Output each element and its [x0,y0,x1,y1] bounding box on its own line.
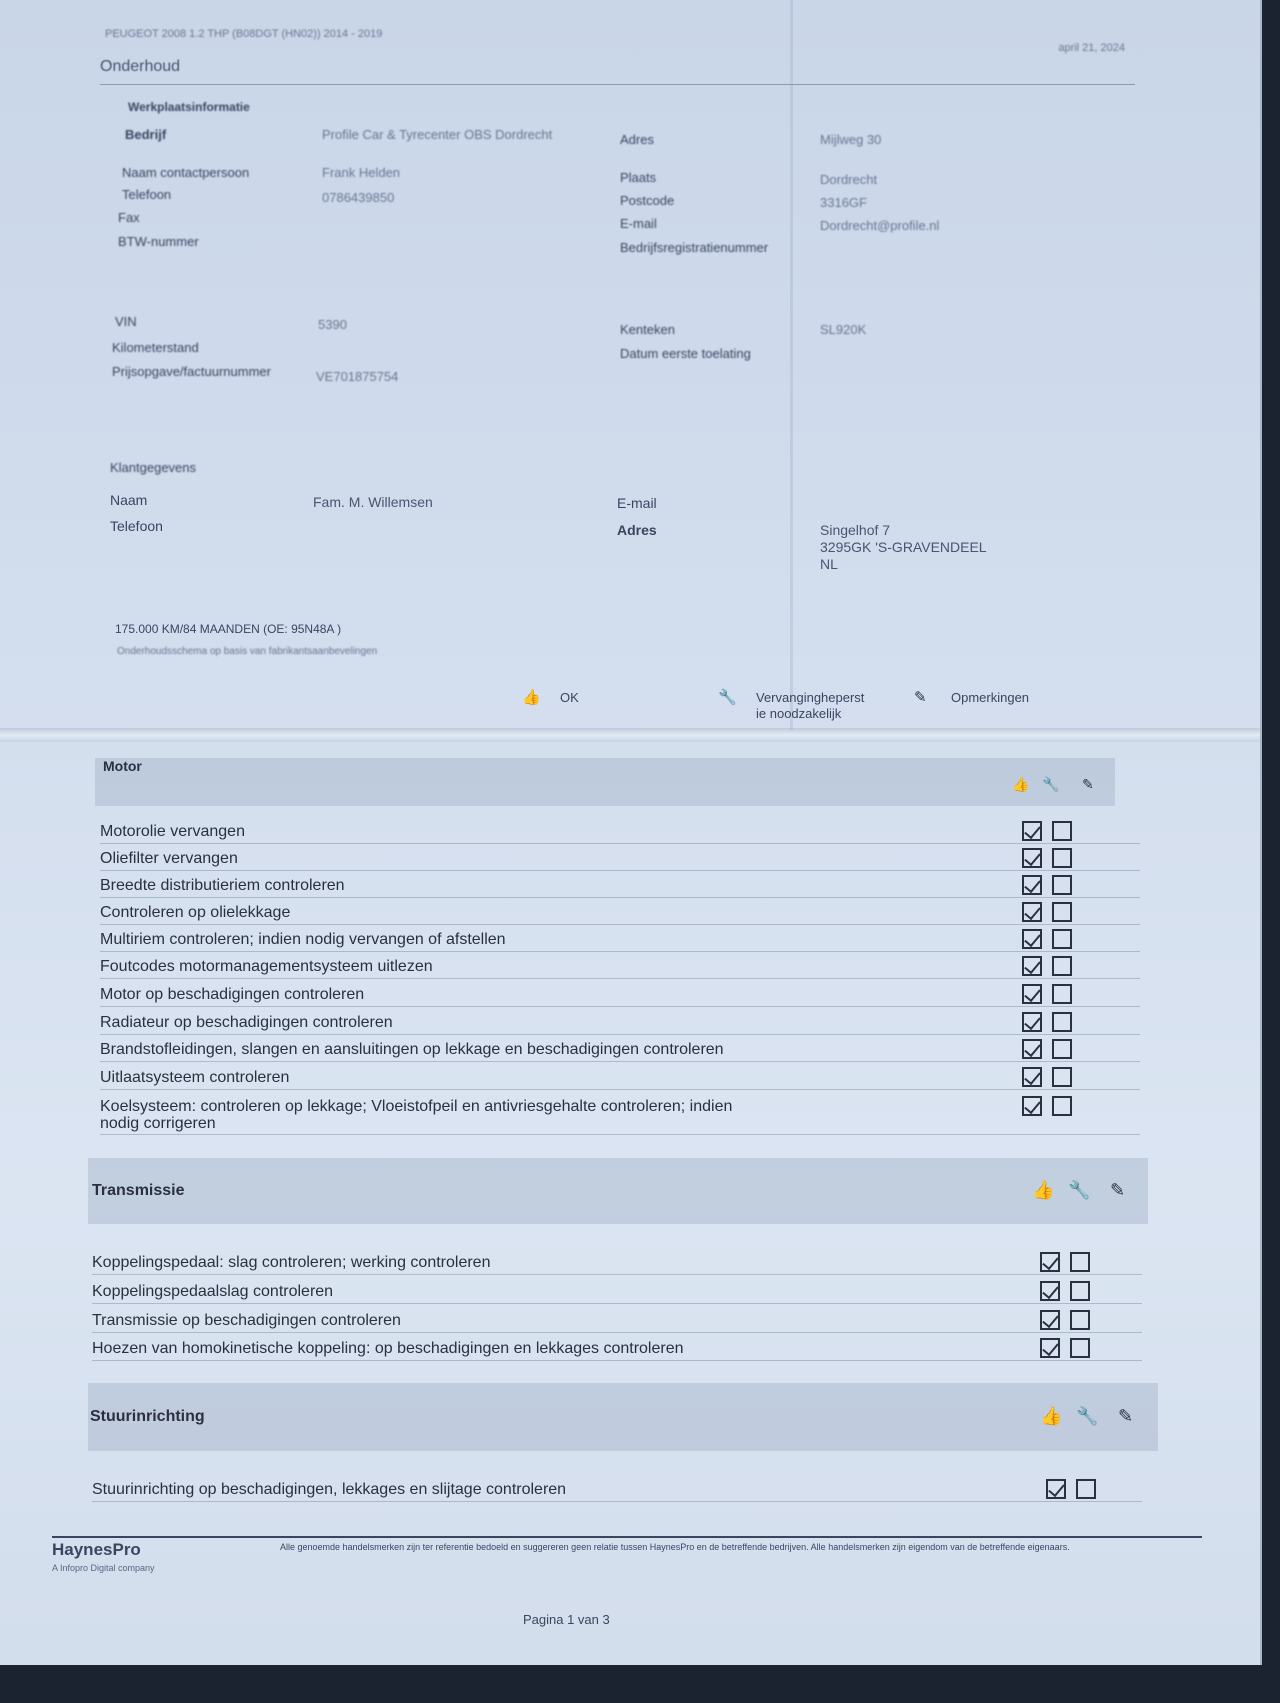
replace-checkbox[interactable] [1052,1096,1072,1116]
wrench-icon: 🔧 [1042,776,1060,792]
legend-replace-2: ie noodzakelijk [756,706,842,721]
address-line: Singelhof 7 [820,522,891,538]
wrench-icon: 🔧 [1068,1180,1091,1200]
replace-checkbox[interactable] [1070,1252,1090,1272]
workshop-value: Dordrecht [820,172,878,187]
section-header-transmissie [88,1158,1148,1224]
brand-subtitle: A Infopro Digital company [52,1563,155,1573]
checklist-item-text: Multiriem controleren; indien nodig vervangen of afstellen [100,931,506,948]
ok-checkbox[interactable] [1022,1012,1042,1032]
customer-address-label: Adres [617,522,657,538]
replace-checkbox[interactable] [1052,929,1072,949]
first-registration-label: Datum eerste toelating [620,346,751,361]
checklist-item-text: Breedte distributieriem controleren [100,877,345,894]
replace-checkbox[interactable] [1052,1039,1072,1059]
workshop-value: Mijlweg 30 [820,132,882,147]
section-title-stuurinrichting: Stuurinrichting [90,1408,205,1425]
ok-checkbox[interactable] [1022,902,1042,922]
checklist-item [92,1254,490,1271]
checklist-item-text: Brandstofleidingen, slangen en aansluitingen op lekkage en beschadigingen controleren [100,1041,724,1058]
checklist-item [100,986,364,1003]
row-divider [100,870,1140,871]
service-note: Onderhoudsschema op basis van fabrikantsaanbevelingen [117,646,378,657]
row-divider [100,1134,1140,1135]
checklist-item [100,823,245,840]
checklist-item [100,850,238,867]
ok-checkbox[interactable] [1046,1479,1066,1499]
row-divider [92,1303,1142,1304]
checklist-item [100,1041,724,1058]
plate-label: Kenteken [620,322,675,337]
paper-fold-vertical [790,0,793,730]
workshop-label: E-mail [620,216,657,231]
km-label: Kilometerstand [112,340,199,355]
workshop-value: Profile Car & Tyrecenter OBS Dordrecht [322,127,553,142]
row-divider [100,1089,1140,1090]
edit-note-icon: ✎ [1082,776,1094,792]
ok-checkbox[interactable] [1022,848,1042,868]
ok-checkbox[interactable] [1022,821,1042,841]
row-divider [100,978,1140,979]
replace-checkbox[interactable] [1076,1479,1096,1499]
address-line: 3295GK 'S-GRAVENDEEL [820,539,987,555]
wrench-icon: 🔧 [1076,1406,1099,1426]
ok-checkbox[interactable] [1022,1067,1042,1087]
paper-fold [0,728,1262,742]
customer-phone-label: Telefoon [110,518,163,534]
vehicle-heading: PEUGEOT 2008 1.2 THP (B08DGT (HN02)) 2014 - 2019 [105,28,383,40]
checklist-item-text: Motor op beschadigingen controleren [100,986,365,1003]
checklist-item-text: Controleren op olielekkage [100,904,291,921]
section-header-motor [95,758,1115,806]
row-divider [92,1274,1142,1275]
checklist-item [100,1069,289,1086]
checklist-item-text: Motorolie vervangen [100,823,245,840]
customer-email-label: E-mail [617,495,657,511]
ok-checkbox[interactable] [1022,875,1042,895]
replace-checkbox[interactable] [1070,1281,1090,1301]
workshop-label: BTW-nummer [118,234,199,249]
ok-checkbox[interactable] [1040,1310,1060,1330]
workshop-value: Dordrecht@profile.nl [820,218,940,233]
background-fabric [0,1665,1280,1703]
replace-checkbox[interactable] [1052,1067,1072,1087]
replace-checkbox[interactable] [1052,875,1072,895]
row-divider [100,1061,1140,1062]
row-divider [100,924,1140,925]
checklist-item-text: Hoezen van homokinetische koppeling: op beschadigingen en lekkages controleren [92,1340,684,1357]
customer-name-value: Fam. M. Willemsen [313,494,433,510]
brand-logo: HaynesPro [52,1540,141,1559]
row-divider [100,843,1140,844]
vin-value: 5390 [318,317,347,332]
workshop-label: Plaats [620,170,657,185]
checklist-item-text: Stuurinrichting op beschadigingen, lekkages en slijtage controleren [92,1481,567,1498]
row-divider [100,951,1140,952]
replace-checkbox[interactable] [1052,848,1072,868]
legend-ok: OK [560,690,579,705]
invoice-value: VE701875754 [316,369,399,384]
row-divider [100,1006,1140,1007]
workshop-value: 0786439850 [322,190,395,205]
ok-checkbox[interactable] [1022,1039,1042,1059]
workshop-label: Postcode [620,193,675,208]
vin-label: VIN [115,314,137,329]
checklist-item-text: Koppelingspedaal: slag controleren; werking controleren [92,1254,491,1271]
checklist-item-text: Koelsysteem: controleren op lekkage; Vloeistofpeil en antivriesgehalte controleren; indien [100,1098,733,1115]
plate-value: SL920K [820,322,867,337]
edit-note-icon: ✎ [1118,1406,1134,1426]
row-divider [92,1360,1142,1361]
checklist-item-text: nodig corrigeren [100,1115,216,1132]
customer-name-label: Naam [110,492,148,508]
checklist-item [100,1014,393,1031]
workshop-value: 3316GF [820,195,867,210]
ok-checkbox[interactable] [1022,1096,1042,1116]
checklist-item [92,1340,684,1357]
checklist-item-text: Transmissie op beschadigingen controleren [92,1312,401,1329]
checklist-item [100,904,290,921]
checklist-item-text: Uitlaatsysteem controleren [100,1069,290,1086]
header-divider [100,84,1135,85]
checklist-item-text: Radiateur op beschadigingen controleren [100,1014,393,1031]
ok-checkbox[interactable] [1022,929,1042,949]
ok-checkbox[interactable] [1040,1252,1060,1272]
customer-section-title: Klantgegevens [110,460,197,475]
replace-checkbox[interactable] [1070,1310,1090,1330]
checklist-item [100,931,506,948]
ok-checkbox[interactable] [1022,956,1042,976]
workshop-label: Telefoon [122,187,172,202]
thumbs-up-icon: 👍 [1040,1406,1063,1426]
thumbs-up-icon: 👍 [1012,776,1030,792]
workshop-label: Naam contactpersoon [122,165,250,180]
invoice-label: Prijsopgave/factuurnummer [112,364,271,379]
thumbs-up-icon: 👍 [522,689,541,706]
ok-checkbox[interactable] [1040,1281,1060,1301]
page-number: Pagina 1 van 3 [523,1612,610,1627]
row-divider [92,1501,1142,1502]
edit-note-icon: ✎ [1110,1180,1126,1200]
workshop-value: Frank Helden [322,165,401,180]
checklist-item [92,1312,401,1329]
replace-checkbox[interactable] [1070,1338,1090,1358]
disclaimer: Alle genoemde handelsmerken zijn ter referentie bedoeld en suggereren geen relatie tussen HaynesPro en de betreffende bedrijven. Alle handelsmerken zijn eigendom van de betreffende eigenaars. [280,1542,1070,1552]
legend-replace: Vervangingheperst [756,690,865,705]
legend-remarks: Opmerkingen [951,690,1030,705]
workshop-label: Bedrijfsregistratienummer [620,240,769,255]
customer-address-value [820,522,987,573]
checklist-item-text: Oliefilter vervangen [100,850,238,867]
checklist-item [100,1098,732,1132]
row-divider [100,1034,1140,1035]
checklist-item-text: Foutcodes motormanagementsysteem uitlezen [100,958,433,975]
ok-checkbox[interactable] [1022,984,1042,1004]
checklist-item-text: Koppelingspedaalslag controleren [92,1283,334,1300]
checklist-item [100,877,345,894]
workshop-label: Adres [620,132,654,147]
workshop-label: Fax [118,210,140,225]
edit-note-icon: ✎ [914,689,927,706]
section-title-motor: Motor [103,758,142,774]
section-header-stuurinrichting [88,1383,1158,1451]
workshop-label: Bedrijf [125,127,167,142]
address-line: NL [820,556,838,572]
document-date: april 21, 2024 [1058,42,1125,54]
replace-checkbox[interactable] [1052,984,1072,1004]
checklist-item [100,958,433,975]
thumbs-up-icon: 👍 [1032,1180,1055,1200]
workshop-section-title: Werkplaatsinformatie [128,100,250,114]
section-title-transmissie: Transmissie [92,1182,185,1199]
replace-checkbox[interactable] [1052,821,1072,841]
ok-checkbox[interactable] [1040,1338,1060,1358]
wrench-icon: 🔧 [718,689,737,706]
replace-checkbox[interactable] [1052,1012,1072,1032]
replace-checkbox[interactable] [1052,956,1072,976]
page-title: Onderhoud [100,58,181,75]
footer-divider [52,1536,1202,1538]
service-interval: 175.000 KM/84 MAANDEN (OE: 95N48A ) [115,622,342,636]
checklist-item [92,1481,566,1498]
checklist-item [92,1283,333,1300]
row-divider [92,1332,1142,1333]
row-divider [100,897,1140,898]
replace-checkbox[interactable] [1052,902,1072,922]
